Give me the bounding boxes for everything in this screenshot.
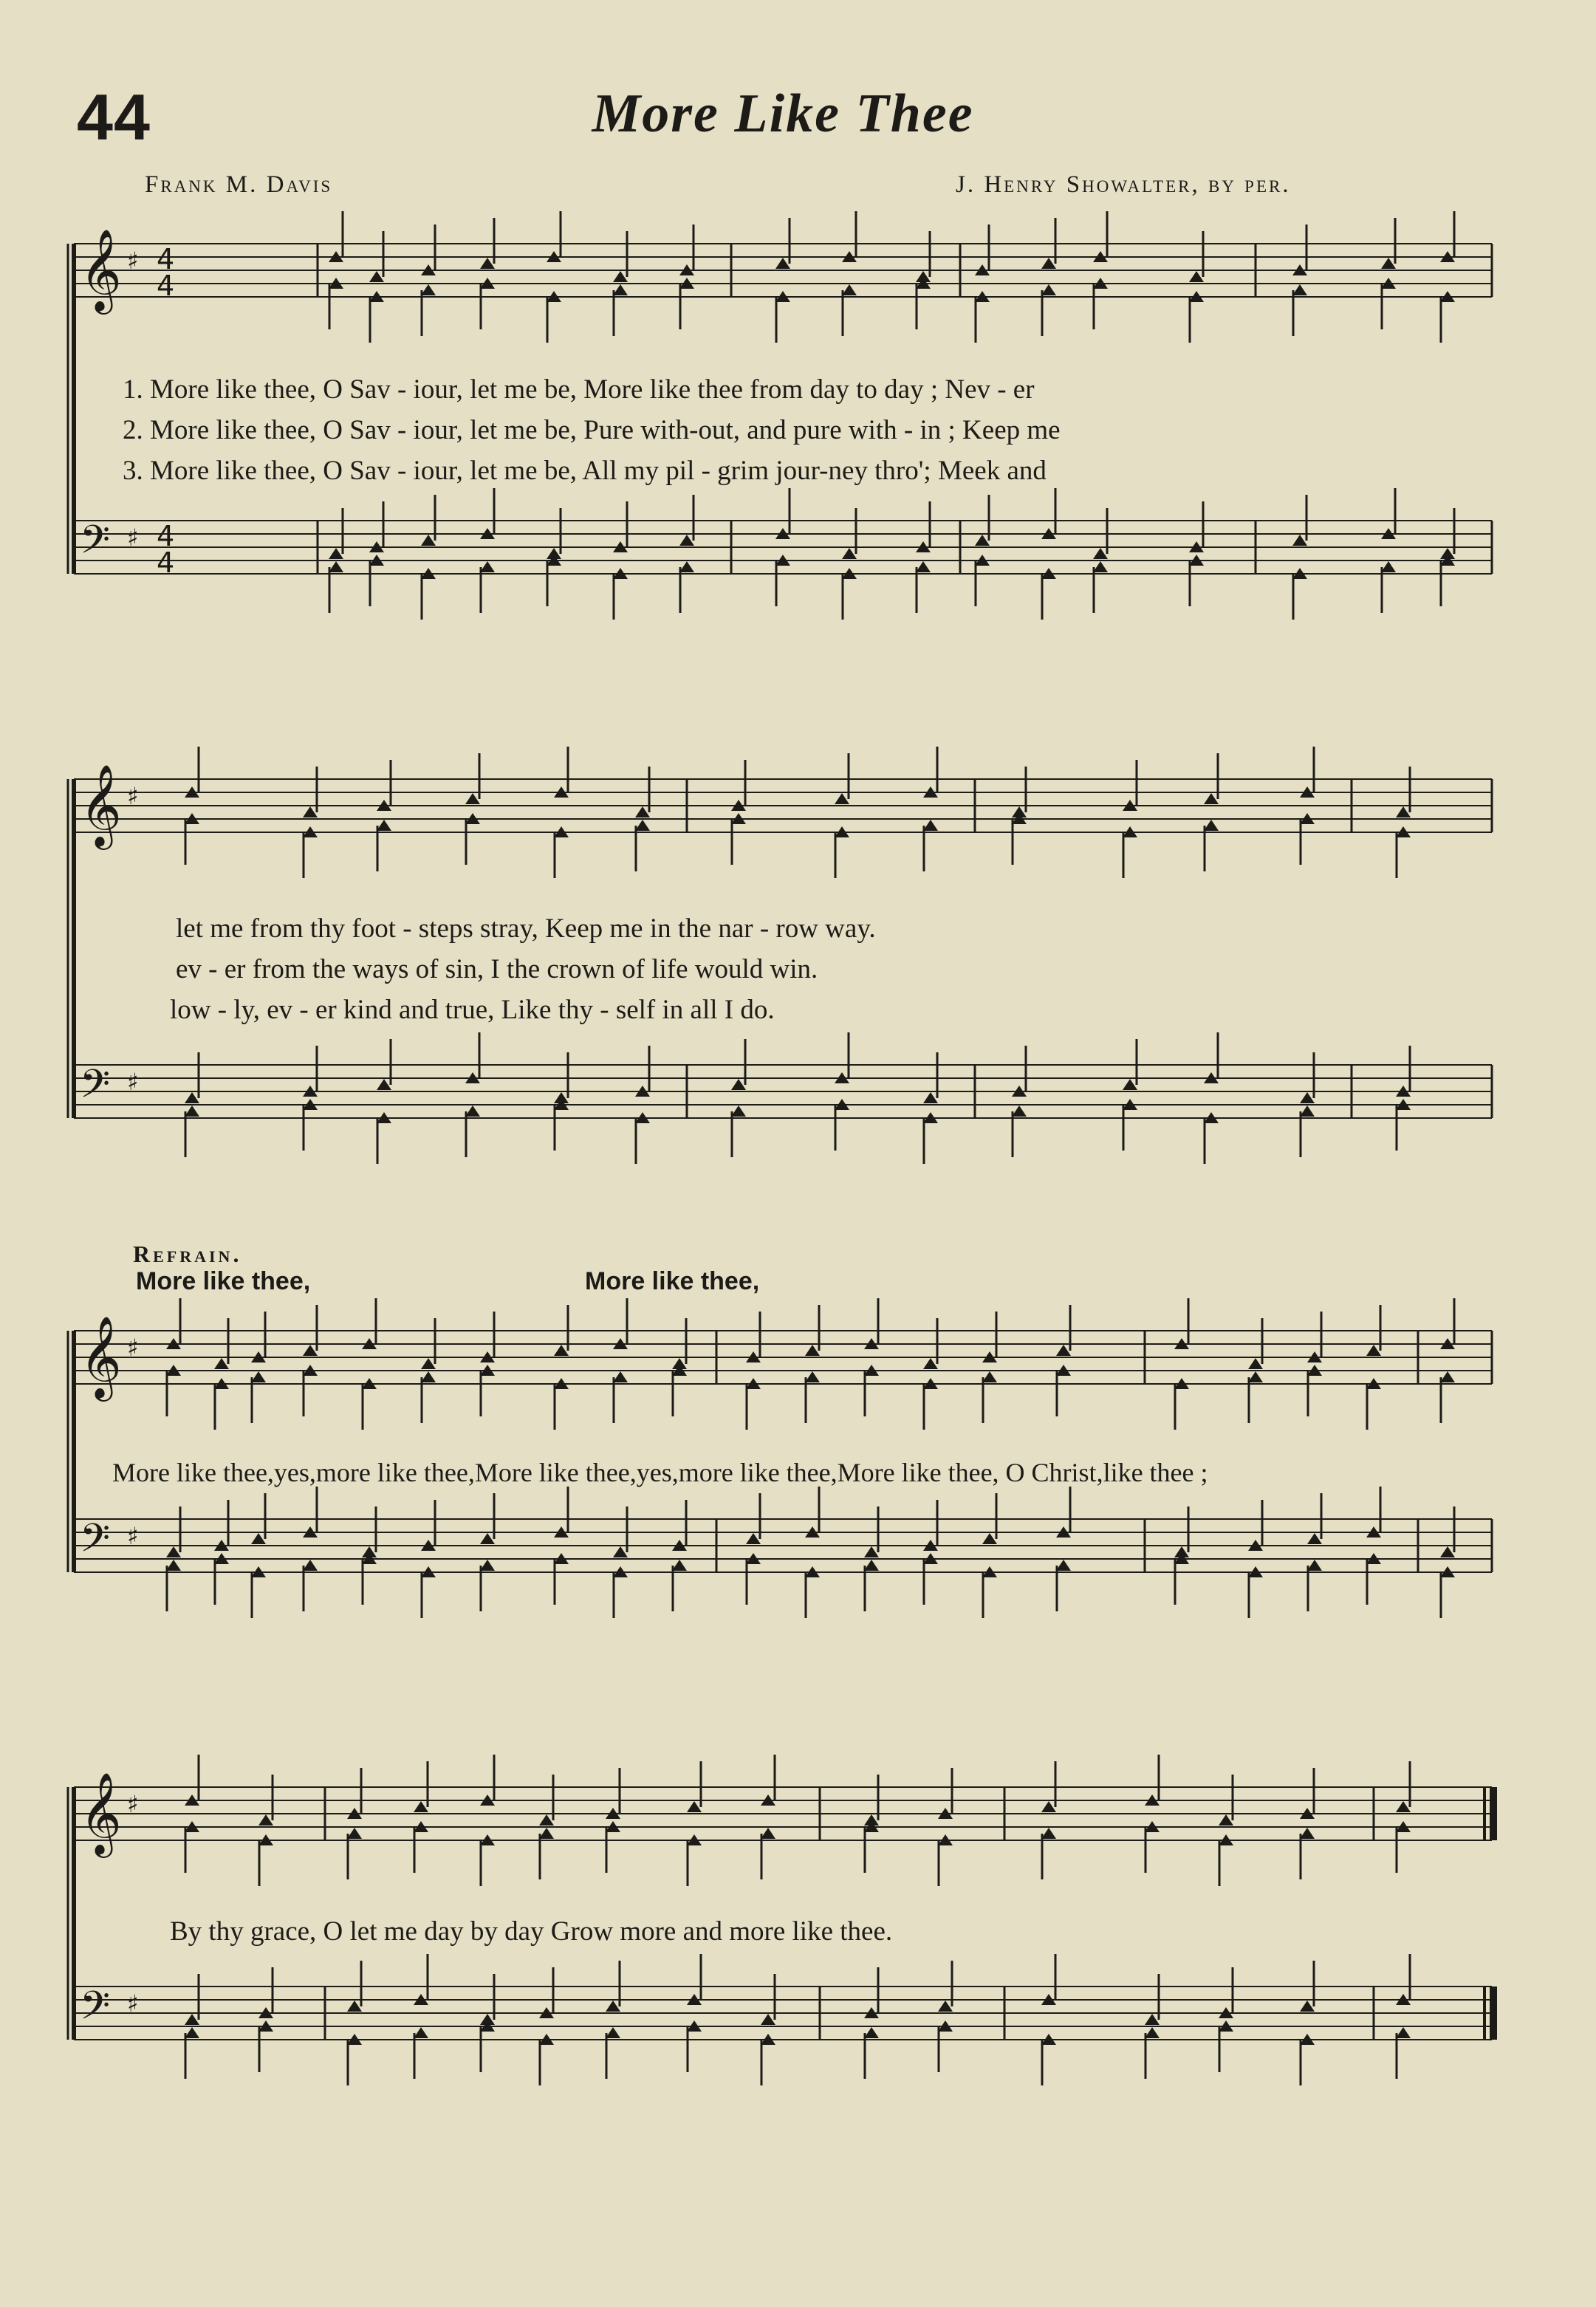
system-2-treble-staff-key-signature: ♯ <box>127 782 139 810</box>
system-2-treble-staff-note <box>1204 793 1219 804</box>
system-3-bass-staff-note <box>864 1546 879 1557</box>
system-1-bass-staff-note <box>975 535 990 546</box>
system-3-bass-staff-note <box>480 1533 495 1544</box>
system-2-treble-staff-note <box>923 820 938 831</box>
system-4-bass-staff-note <box>1145 2014 1160 2025</box>
system-4-treble-staff-note <box>539 1814 554 1826</box>
system-4-treble-staff-note <box>1041 1828 1056 1839</box>
system-1-bass-staff-note <box>329 561 343 572</box>
verse-1-line-1: 1. More like thee, O Sav - iour, let me be, More like thee from day to day ; Nev - er <box>123 374 1035 405</box>
system-2-bass-staff-note <box>731 1105 746 1117</box>
system-1-treble-staff-note <box>775 258 790 269</box>
system-3-treble-staff-note <box>554 1345 569 1356</box>
verse-2-line-2: ev - er from the ways of sin, I the crown of life would win. <box>176 954 818 984</box>
system-4-bass-staff-note <box>1145 2027 1160 2038</box>
system-2-bass-staff-note <box>923 1092 938 1103</box>
system-3-bass-staff-clef: 𝄢 <box>80 1516 111 1571</box>
system-1-treble-staff-note <box>369 271 384 282</box>
system-4-bass-staff-note <box>606 2001 620 2012</box>
time-signature-bottom-1: 4 <box>157 270 175 302</box>
composer-credit: J. Henry Showalter, by per. <box>956 171 1291 198</box>
system-1-bass-staff-note <box>679 561 694 572</box>
system-4-treble-staff-note <box>347 1828 362 1839</box>
system-1-treble-staff-note <box>613 271 628 282</box>
system-3-bass-staff-note <box>613 1546 628 1557</box>
system-4-treble-staff-note <box>414 1801 428 1812</box>
system-3-bass-staff-note <box>672 1560 687 1571</box>
refrain-line-2: By thy grace, O let me day by day Grow more and more like thee. <box>170 1916 893 1947</box>
lyricist-credit: Frank M. Davis <box>145 171 333 198</box>
system-1-treble-staff-note <box>1381 258 1396 269</box>
system-1-bass-staff-note <box>1093 561 1108 572</box>
system-3-bass-staff-note <box>480 1560 495 1571</box>
system-4-bass-staff-note <box>606 2027 620 2038</box>
system-2-bass-staff-note <box>731 1079 746 1090</box>
system-3-treble-staff-note <box>1248 1371 1263 1382</box>
system-2-treble-staff-note <box>1204 820 1219 831</box>
system-3-treble-staff-key-signature: ♯ <box>127 1334 139 1362</box>
system-2-treble-staff-note <box>635 820 650 831</box>
system-2-treble-staff-note <box>835 793 849 804</box>
system-1-bass-staff-note <box>480 561 495 572</box>
system-4-treble-staff-note <box>539 1828 554 1839</box>
refrain-line-1: More like thee,yes,more like thee,More like thee,yes,more like thee,More like thee, O Christ,like thee ; <box>112 1458 1208 1487</box>
system-4-bass-staff-note <box>938 2001 953 2012</box>
system-4-treble-staff-note <box>687 1801 702 1812</box>
system-3-treble-staff-note <box>1056 1345 1071 1356</box>
system-3-treble-staff-clef: 𝄞 <box>80 1315 122 1398</box>
system-3-treble-staff-note <box>1440 1371 1455 1382</box>
system-4-treble-staff-note <box>761 1828 775 1839</box>
system-2-bass-staff-note <box>1300 1105 1315 1117</box>
system-4-bass-staff-note <box>185 2014 199 2025</box>
system-1-bass-staff-clef: 𝄢 <box>80 518 111 572</box>
system-3-treble-staff-note <box>613 1371 628 1382</box>
system-1-bass-staff-note <box>1381 561 1396 572</box>
system-2-treble-staff-note <box>303 806 318 817</box>
system-1-treble-staff-note <box>480 258 495 269</box>
system-4-bass-staff-note <box>185 2027 199 2038</box>
refrain-cue-1: More like thee, <box>136 1267 311 1295</box>
system-1-treble-staff-note <box>1292 284 1307 295</box>
system-4-treble-staff-key-signature: ♯ <box>127 1790 139 1818</box>
system-2-treble-staff-clef: 𝄞 <box>80 764 122 846</box>
system-1-treble-staff-note <box>1189 271 1204 282</box>
system-3-bass-staff-note <box>303 1560 318 1571</box>
refrain-label: Refrain. <box>133 1241 242 1267</box>
system-3-treble-staff-note <box>421 1371 436 1382</box>
system-3-treble-staff-note <box>421 1358 436 1369</box>
system-3-bass-staff-note <box>166 1546 181 1557</box>
system-1-treble-staff-key-signature: ♯ <box>127 247 139 275</box>
system-4-bass-staff-note <box>864 2027 879 2038</box>
system-3-bass-staff-note <box>251 1533 266 1544</box>
system-4-treble-staff-clef: 𝄞 <box>80 1772 122 1854</box>
system-1-treble-staff-note <box>613 284 628 295</box>
system-2-bass-staff-key-signature: ♯ <box>127 1068 139 1096</box>
system-2-bass-staff-note <box>1300 1092 1315 1103</box>
time-signature-top-1: 4 <box>157 243 175 275</box>
system-3-bass-staff-note <box>1056 1560 1071 1571</box>
system-4-treble-staff-note <box>1219 1814 1233 1826</box>
verse-1-line-2: let me from thy foot - steps stray, Keep me in the nar - row way. <box>176 913 876 944</box>
verse-2-line-1: 2. More like thee, O Sav - iour, let me be, Pure with-out, and pure with - in ; Keep me <box>123 415 1061 445</box>
system-2-bass-staff-note <box>1123 1079 1137 1090</box>
system-2-treble-staff-note <box>465 793 480 804</box>
system-3-treble-staff-note <box>805 1371 820 1382</box>
system-3-treble-staff-note <box>251 1371 266 1382</box>
hymn-title: More Like Thee <box>592 83 974 144</box>
system-3-treble-staff-note <box>923 1358 938 1369</box>
system-1-treble-staff-note <box>1041 258 1056 269</box>
system-4-treble-staff-note <box>258 1814 273 1826</box>
system-2-bass-staff-note <box>1012 1105 1027 1117</box>
system-4-treble-staff-note <box>1041 1801 1056 1812</box>
system-1-bass-staff-note <box>329 548 343 559</box>
system-3-bass-staff-note <box>1440 1546 1455 1557</box>
system-3-treble-staff-note <box>1248 1358 1263 1369</box>
system-3-bass-staff-key-signature: ♯ <box>127 1522 139 1550</box>
system-1-bass-staff-note <box>916 561 931 572</box>
system-4-bass-staff-note <box>761 2014 775 2025</box>
system-1-treble-staff-note <box>421 284 436 295</box>
system-4-bass-staff-note <box>1300 2001 1315 2012</box>
system-3-bass-staff-note <box>1307 1560 1322 1571</box>
system-3-bass-staff-note <box>1307 1533 1322 1544</box>
system-2-bass-staff-note <box>185 1105 199 1117</box>
system-3-treble-staff-note <box>1366 1345 1381 1356</box>
system-2-treble-staff-note <box>635 806 650 817</box>
system-1-treble-staff-note <box>842 284 857 295</box>
system-1-bass-staff-key-signature: ♯ <box>127 524 139 552</box>
system-3-bass-staff-note <box>166 1560 181 1571</box>
verse-3-line-1: 3. More like thee, O Sav - iour, let me be, All my pil - grim jour-ney thro'; Meek and <box>123 456 1047 486</box>
system-1-bass-staff-note <box>1093 548 1108 559</box>
system-1-treble-staff-note <box>1041 284 1056 295</box>
system-1-bass-staff-note <box>842 548 857 559</box>
system-3-treble-staff-note <box>214 1358 229 1369</box>
system-3-treble-staff-note <box>303 1345 318 1356</box>
system-3-treble-staff-note <box>805 1345 820 1356</box>
system-2-treble-staff-note <box>1396 806 1411 817</box>
refrain-cue-2: More like thee, <box>585 1267 760 1295</box>
system-3-treble-staff-note <box>982 1371 997 1382</box>
system-4-bass-staff-note <box>1396 2027 1411 2038</box>
system-4-bass-staff-clef: 𝄢 <box>80 1984 111 2038</box>
system-3-bass-staff-note <box>746 1533 761 1544</box>
time-signature-top-2: 4 <box>157 520 175 552</box>
system-4-treble-staff-note <box>1396 1801 1411 1812</box>
system-1-bass-staff-note <box>1292 535 1307 546</box>
system-4-bass-staff-note <box>347 2001 362 2012</box>
time-signature-bottom-2: 4 <box>157 546 175 579</box>
system-2-bass-staff-note <box>465 1105 480 1117</box>
system-2-bass-staff-note <box>377 1079 391 1090</box>
verse-3-line-2: low - ly, ev - er kind and true, Like thy - self in all I do. <box>170 995 775 1025</box>
system-1-bass-staff-note <box>421 535 436 546</box>
system-4-bass-staff-note <box>414 2027 428 2038</box>
hymn-number: 44 <box>77 80 151 154</box>
system-4-treble-staff-note <box>1300 1828 1315 1839</box>
system-3-bass-staff-note <box>864 1560 879 1571</box>
system-1-bass-staff-note <box>679 535 694 546</box>
system-1-treble-staff-clef: 𝄞 <box>80 228 122 311</box>
system-2-bass-staff-note <box>185 1092 199 1103</box>
system-2-treble-staff-note <box>377 820 391 831</box>
system-3-bass-staff-note <box>982 1533 997 1544</box>
system-4-bass-staff-key-signature: ♯ <box>127 1989 139 2018</box>
system-2-bass-staff-clef: 𝄢 <box>80 1062 111 1117</box>
